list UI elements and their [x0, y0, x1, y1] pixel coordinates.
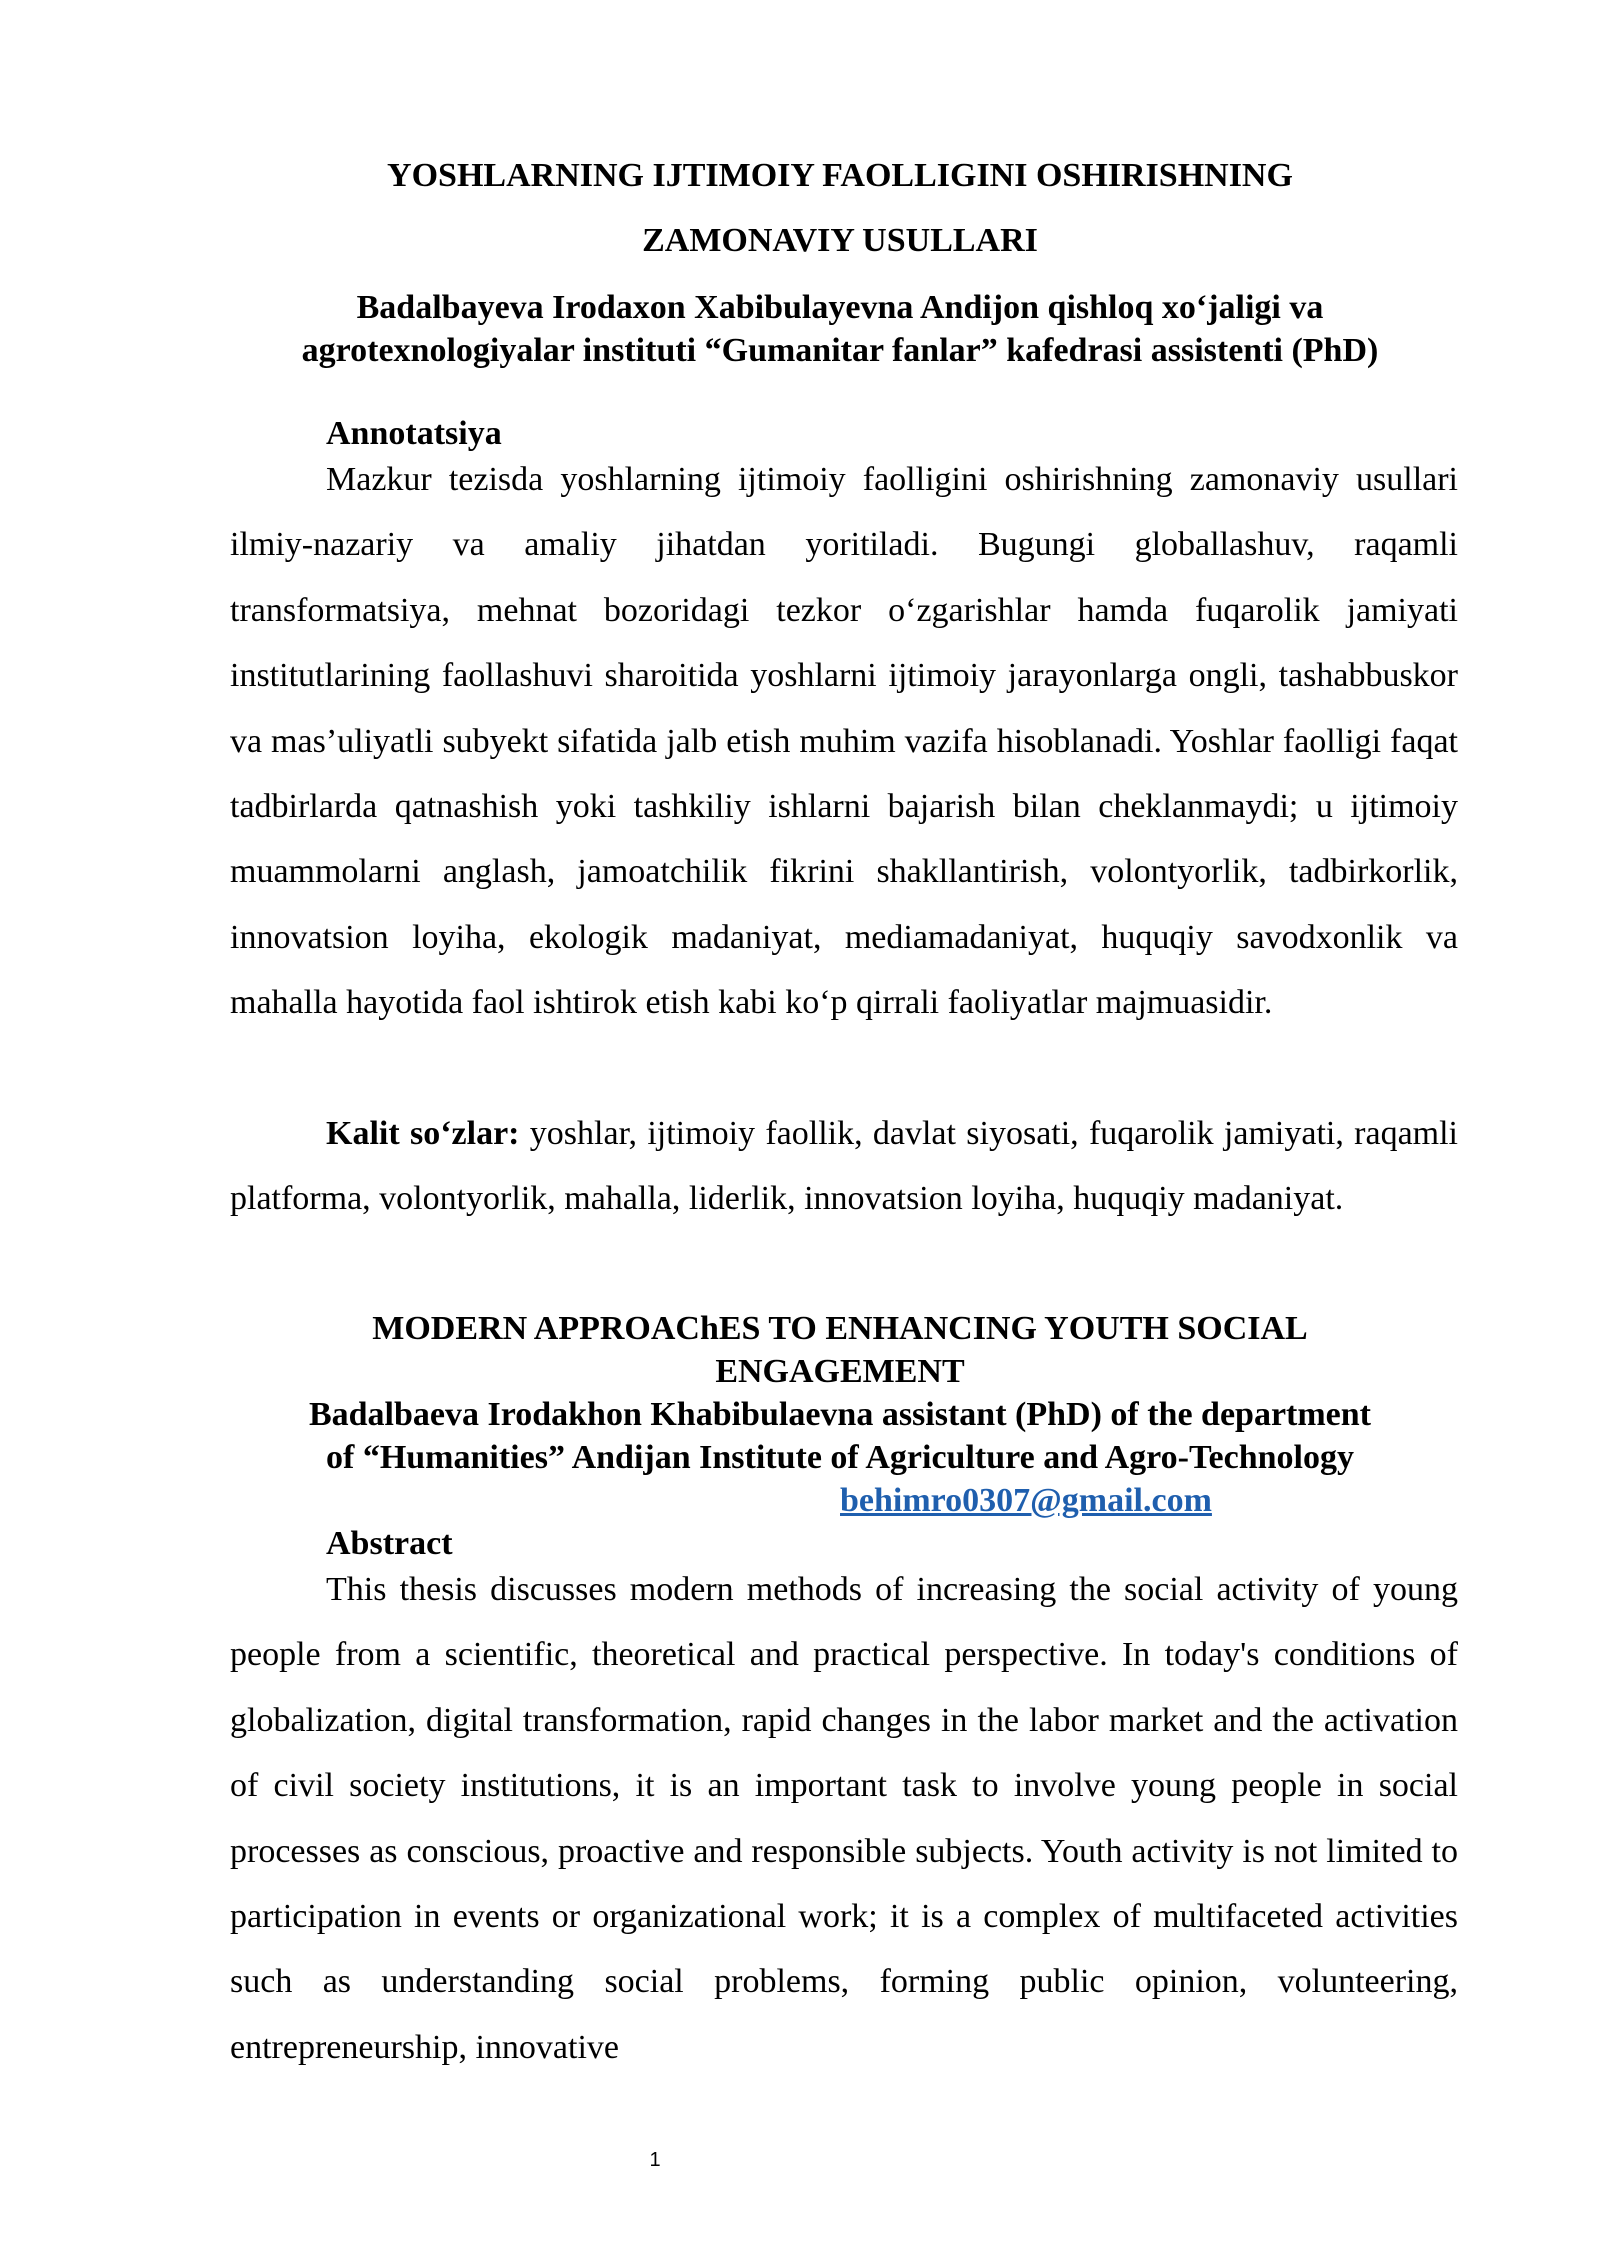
keywords-paragraph: [230, 1101, 1458, 1232]
keywords-label: Kalit so‘zlar:: [326, 1115, 520, 1152]
title-uzbek: [230, 143, 1450, 273]
author-english-line1: Badalbaeva Irodakhon Khabibulaevna assistant (PhD) of the department: [308, 1396, 1372, 1433]
abstract-heading: Abstract: [326, 1525, 453, 1562]
title-uzbek-line1: YOSHLARNING IJTIMOIY FAOLLIGINI OSHIRISHNING: [387, 157, 1293, 194]
author-english-line2: of “Humanities” Andijan Institute of Agriculture and Agro-Technology: [326, 1439, 1354, 1476]
title-english-line2: ENGAGEMENT: [715, 1353, 965, 1390]
page-number: 1: [649, 2149, 661, 2171]
annotation-heading: Annotatsiya: [326, 415, 502, 452]
author-email-link[interactable]: behimro0307@gmail.com: [840, 1482, 1212, 1519]
title-english: [230, 1307, 1450, 1393]
title-uzbek-line2: ZAMONAVIY USULLARI: [642, 222, 1038, 259]
abstract-paragraph: This thesis discusses modern methods of increasing the social activity of young people from a scientific, theoretical and practical perspective. In today's conditions of globalization, digital transformation, rapid changes in the labor market and the activation of civil society institutions, it is an important task to involve young people in social processes as conscious, proactive and responsible subjects. Youth activity is not limited to participation in events or organizational work; it is a complex of multifaceted activities such as understanding social problems, forming public opinion, volunteering, entrepreneurship, innovative: [230, 1571, 1458, 2066]
annotation-paragraph: Mazkur tezisda yoshlarning ijtimoiy faolligini oshirishning zamonaviy usullari ilmiy-nazariy va amaliy jihatdan yoritiladi. Bugungi globallashuv, raqamli transformatsiya, mehnat bozoridagi tezkor o‘zgarishlar hamda fuqarolik jamiyati institutlarining faollashuvi sharoitida yoshlarni ijtimoiy jarayonlarga ongli, tashabbuskor va mas’uliyatli subyekt sifatida jalb etish muhim vazifa hisoblanadi. Yoshlar faolligi faqat tadbirlarda qatnashish yoki tashkiliy ishlarni bajarish bilan cheklanmaydi; u ijtimoiy muammolarni anglash, jamoatchilik fikrini shakllantirish, volontyorlik, tadbirkorlik, innovatsion loyiha, ekologik madaniyat, mediamadaniyat, huquqiy savodxonlik va mahalla hayotida faol ishtirok etish kabi ko‘p qirrali faoliyatlar majmuasidir.: [230, 461, 1458, 1022]
author-affiliation-uzbek: Badalbayeva Irodaxon Xabibulayevna Andijon qishloq xo‘jaligi va agrotexnologiyalar instituti “Gumanitar fanlar” kafedrasi assistenti (PhD): [301, 289, 1379, 369]
keywords-text: yoshlar, ijtimoiy faollik, davlat siyosati, fuqarolik jamiyati, raqamli platforma, volontyorlik, mahalla, liderlik, innovatsion loyiha, huquqiy madaniyat.: [230, 1115, 1458, 1218]
author-affiliation-english: [220, 1393, 1460, 1479]
title-english-line1: MODERN APPROAChES TO ENHANCING YOUTH SOCIAL: [372, 1310, 1308, 1347]
